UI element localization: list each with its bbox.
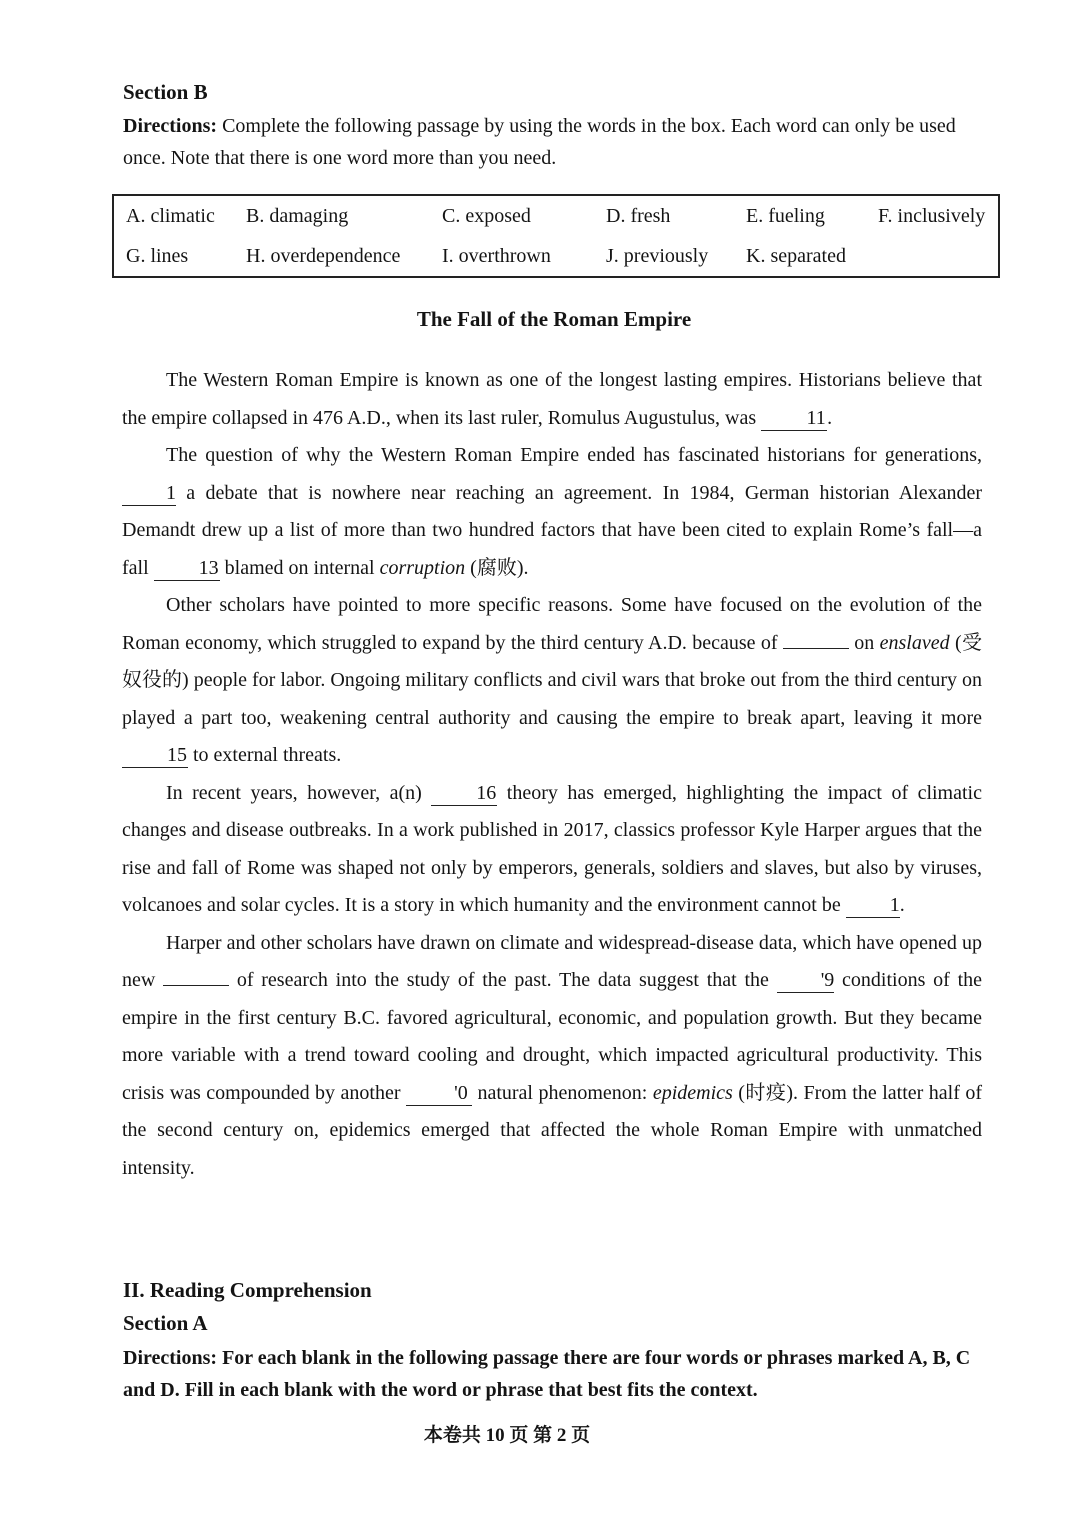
directions-text: Complete the following passage by using the words in the box. Each word can only be used once. Note that there is one word more than you need.	[123, 115, 956, 169]
word-option: G. lines	[126, 244, 189, 267]
paragraph-5	[122, 925, 982, 1188]
passage-body	[122, 362, 982, 1187]
word-option: E. fueling	[746, 204, 825, 227]
blank-16[interactable]: 16	[431, 781, 497, 806]
text-run: on	[848, 631, 880, 654]
blank-17[interactable]: 1	[846, 893, 900, 918]
section-a-heading: Section A	[123, 1311, 208, 1335]
section-a-directions	[123, 1342, 985, 1406]
text-run: conditions of the empire in the first century B.C. favored agricultural, economic, and population growth. But they became more variable with a trend toward cooling and drought, which impacted agricultural productivity. This crisis was compounded by another	[122, 969, 983, 1104]
word-option	[866, 236, 999, 277]
blank-13[interactable]: 13	[154, 556, 220, 581]
word-option: B. damaging	[246, 204, 349, 227]
section-b-directions	[123, 110, 985, 174]
text-run: blamed on internal	[219, 556, 380, 579]
paragraph-2	[122, 437, 982, 587]
blank-18[interactable]	[163, 985, 229, 986]
text-run: .	[899, 894, 905, 916]
word-box	[112, 194, 1000, 278]
text-run: a debate that is nowhere near reaching an agreement. In 1984, German historian Alexander Demandt drew up a list of more than two hundred factors that have been cited to explain Rome’s fall—a fall	[122, 481, 982, 579]
text-run: of research into the study of the past. The data suggest that the	[229, 969, 777, 991]
italic-term: enslaved	[879, 631, 950, 654]
text-run: Other scholars have pointed to more specific reasons. Some have focused on the evolution of the Roman economy, which struggled to expand by the third century A.D. because of	[122, 594, 982, 654]
paragraph-4	[122, 775, 982, 925]
blank-20[interactable]: '0	[406, 1081, 472, 1106]
word-option: H. overdependence	[246, 244, 401, 267]
italic-term: corruption	[379, 556, 466, 579]
section-b-heading: Section B	[123, 80, 208, 104]
blank-11[interactable]: 11	[761, 406, 827, 431]
blank-15[interactable]: 15	[122, 743, 188, 768]
word-option: I. overthrown	[442, 244, 551, 267]
paragraph-3	[122, 587, 982, 775]
text-run: .	[827, 406, 833, 429]
text-run: (时疫). From the latter half of the second century on, epidemics emerged that affected the whole Roman Empire with unmatched intensity.	[122, 1081, 982, 1179]
text-run: The question of why the Western Roman Empire ended has fascinated historians for generations,	[166, 444, 982, 466]
text-run: (受奴役的) people for labor. Ongoing military conflicts and civil wars that broke out from the third century on played a part too, weakening central authority and causing the empire to break apart, leaving it more	[122, 631, 982, 729]
directions-text: For each blank in the following passage there are four words or phrases marked A, B, C and D. Fill in each blank with the word or phrase that best fits the context.	[123, 1347, 971, 1401]
word-option: F. inclusively	[878, 204, 986, 227]
text-run: (腐败).	[465, 556, 529, 579]
part-2-heading: II. Reading Comprehension	[123, 1278, 372, 1302]
word-option: A. climatic	[126, 204, 215, 227]
italic-term: epidemics	[652, 1081, 733, 1104]
passage-title: The Fall of the Roman Empire	[416, 307, 692, 331]
word-box-row	[113, 236, 999, 277]
word-option: C. exposed	[442, 204, 531, 227]
directions-label: Directions:	[123, 115, 218, 137]
text-run: natural phenomenon:	[471, 1081, 653, 1104]
blank-14[interactable]	[783, 648, 849, 649]
text-run: The Western Roman Empire is known as one of the longest lasting empires. Historians believe that the empire collapsed in 476 A.D., when its last ruler, Romulus Augustulus, was	[122, 369, 982, 429]
page-footer: 本卷共 10 页 第 2 页	[423, 1425, 591, 1446]
text-run: In recent years, however, a(n)	[166, 781, 432, 804]
word-option: K. separated	[746, 244, 846, 267]
word-box-row	[113, 195, 999, 236]
word-option: J. previously	[606, 244, 709, 267]
word-option: D. fresh	[606, 204, 671, 227]
text-run: theory has emerged, highlighting the impact of climatic changes and disease outbreaks. In a work published in 2017, classics professor Kyle Harper argues that the rise and fall of Rome was shaped not only by emperors, generals, soldiers and slaves, but also by viruses, volcanoes and solar cycles. It is a story in which humanity and the environment cannot be	[122, 781, 982, 916]
text-run: to external threats.	[188, 744, 342, 766]
blank-12[interactable]: 1	[122, 481, 176, 506]
text-run: Harper and other scholars have drawn on climate and widespread-disease data, which have opened up new	[122, 931, 982, 991]
directions-label: Directions:	[123, 1347, 218, 1369]
paragraph-1	[122, 362, 982, 437]
blank-19[interactable]: '9	[777, 968, 835, 993]
